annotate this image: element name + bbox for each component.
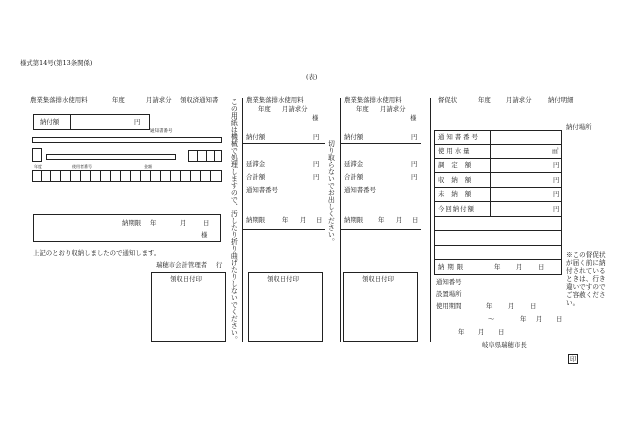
sec3-amount-yen: 円 xyxy=(411,133,418,141)
sec3-due-day: 日 xyxy=(412,216,419,224)
sec4-period-month: 月 xyxy=(508,302,515,310)
sec4-end-month: 月 xyxy=(536,315,543,323)
sec3-notice-no: 通知書番号 xyxy=(344,186,376,194)
sec2-total-yen: 円 xyxy=(313,173,320,181)
sec4-row4-label: 未納額 xyxy=(438,190,479,198)
sec1-stamp-label: 領収日付印 xyxy=(170,275,202,283)
sec4-issue-day: 日 xyxy=(498,328,505,336)
sec4-issue-year: 年 xyxy=(458,328,465,336)
sec3-total-yen: 円 xyxy=(411,173,418,181)
machine-notice-vertical: この用紙は機械で処理しますので、汚したり折り曲げたりしないでください。 xyxy=(230,98,239,343)
sec4-note-line6: ご容赦くださ xyxy=(566,291,606,299)
sec4-issue-month: 月 xyxy=(478,328,485,336)
sec2-total: 合計額 xyxy=(246,173,266,181)
sec1-due-label: 納期限 xyxy=(122,219,142,227)
sec3-late-fee: 延滞金 xyxy=(344,160,364,168)
sec3-year: 年度 xyxy=(356,105,369,113)
sec1-year: 年度 xyxy=(112,96,125,104)
sec3-total: 合計額 xyxy=(344,173,364,181)
ocr-label-amount: 金額 xyxy=(144,164,152,169)
sec1-sama: 様 xyxy=(201,231,208,239)
ocr-right-box xyxy=(188,150,222,162)
sec2-due-year: 年 xyxy=(282,216,289,224)
sec2-due-day: 日 xyxy=(316,216,323,224)
form-number: 様式第14号(第13条関係) xyxy=(20,59,93,67)
sec2-title: 農業集落排水使用料 xyxy=(246,96,304,104)
sec4-period: 使用期間 xyxy=(436,302,462,310)
sec2-year: 年度 xyxy=(258,105,271,113)
sec4-note-line7: い。 xyxy=(566,299,580,307)
ocr-left-box xyxy=(32,148,42,162)
sec4-row5-unit: 円 xyxy=(553,205,560,213)
sec3-sama: 様 xyxy=(410,114,417,122)
sec1-amount-yen: 円 xyxy=(134,118,141,126)
sec3-due-year: 年 xyxy=(378,216,385,224)
sec3-amount-label: 納付額 xyxy=(344,133,364,141)
sec1-received-msg: 上記のとおり収納しましたので通知します。 xyxy=(33,249,161,257)
sec4-end-year: 年 xyxy=(520,315,527,323)
sec3-due-label: 納期限 xyxy=(344,216,364,224)
sec4-note-line3: 付されている xyxy=(566,267,606,275)
sec4-due-label: 納期限 xyxy=(438,263,467,271)
sec4-issuer: 岐阜県瑞穂市長 xyxy=(482,341,527,349)
sec1-notice: 領収済通知書 xyxy=(180,96,219,104)
sec4-due-month: 月 xyxy=(516,263,523,271)
sec2-late-yen: 円 xyxy=(313,160,320,168)
sec4-end-day: 日 xyxy=(556,315,563,323)
sec4-row1-label: 使用水量 xyxy=(438,147,472,155)
sec4-payment-place: 納付場所 xyxy=(566,123,592,131)
sec3-due-month: 月 xyxy=(396,216,403,224)
sec4-month-part: 月請求分 xyxy=(506,96,532,104)
sec4-year: 年度 xyxy=(478,96,491,104)
sec1-title: 農業集落排水使用料 xyxy=(30,96,88,104)
sec3-month-part: 月請求分 xyxy=(380,105,406,113)
sec2-month-part: 月請求分 xyxy=(282,105,308,113)
ocr-label-user: 使用者番号 xyxy=(72,164,92,169)
sec2-amount-yen: 円 xyxy=(313,133,320,141)
official-seal-icon: 印 xyxy=(570,355,577,363)
sec1-due-day: 日 xyxy=(203,219,210,227)
sec4-note-line4: ときは、行き xyxy=(566,275,606,283)
sec2-stamp-label: 領収日付印 xyxy=(267,275,299,283)
sec4-row4-unit: 円 xyxy=(553,190,560,198)
sec4-note-line1: ※この督促状 xyxy=(566,251,606,259)
ocr-top-strip xyxy=(32,137,222,143)
back-mark: (表) xyxy=(306,73,318,81)
sec4-detail: 納付明細 xyxy=(548,96,574,104)
sec4-row3-unit: 円 xyxy=(553,176,560,184)
sec4-tilde: 〜 xyxy=(488,315,495,323)
sec4-row1-unit: ㎥ xyxy=(552,147,559,155)
sec4-period-day: 日 xyxy=(530,302,537,310)
sec3-stamp-label: 領収日付印 xyxy=(362,275,394,283)
sec4-row2-unit: 円 xyxy=(553,161,560,169)
sec4-period-year: 年 xyxy=(486,302,493,310)
sec4-row0-label: 通知書番号 xyxy=(438,133,480,141)
sec4-due-year: 年 xyxy=(494,263,501,271)
sec4-note-line5: 違いですので xyxy=(566,283,606,291)
ocr-label-year: 年度 xyxy=(34,164,42,169)
sec2-due-label: 納期限 xyxy=(246,216,266,224)
sec2-due-month: 月 xyxy=(300,216,307,224)
sec1-manager-suffix: 行 xyxy=(216,261,223,269)
sec2-amount-label: 納付額 xyxy=(246,133,266,141)
sec1-month-part: 月請求分 xyxy=(146,96,172,104)
sec2-notice-no: 通知書番号 xyxy=(246,186,278,194)
sec2-sama: 様 xyxy=(312,114,319,122)
sec4-row3-label: 収納額 xyxy=(438,176,479,184)
sec3-late-yen: 円 xyxy=(411,160,418,168)
sec1-due-month: 月 xyxy=(180,219,187,227)
sec3-title: 農業集落排水使用料 xyxy=(344,96,402,104)
sec4-notice-number: 通知番号 xyxy=(436,278,462,286)
sec4-row2-label: 調定額 xyxy=(438,161,479,169)
sec1-manager: 瑞穂市会計管理者 xyxy=(156,261,208,269)
sec4-row5-label: 今回納付額 xyxy=(438,205,475,213)
ocr-middle-strip xyxy=(46,154,176,160)
sec1-amount-label: 納付額 xyxy=(40,118,60,126)
sec1-notice-no-label: 通知書番号 xyxy=(150,129,173,134)
sec2-late-fee: 延滞金 xyxy=(246,160,266,168)
cut-notice-vertical: 切り取らないでお出しください。 xyxy=(327,140,336,245)
sec1-due-year: 年 xyxy=(150,219,157,227)
sec4-note-line2: が届く前に納 xyxy=(566,259,606,267)
sec4-due-day: 日 xyxy=(538,263,545,271)
sec4-title: 督促状 xyxy=(438,96,458,104)
sec4-location: 設置場所 xyxy=(436,290,462,298)
